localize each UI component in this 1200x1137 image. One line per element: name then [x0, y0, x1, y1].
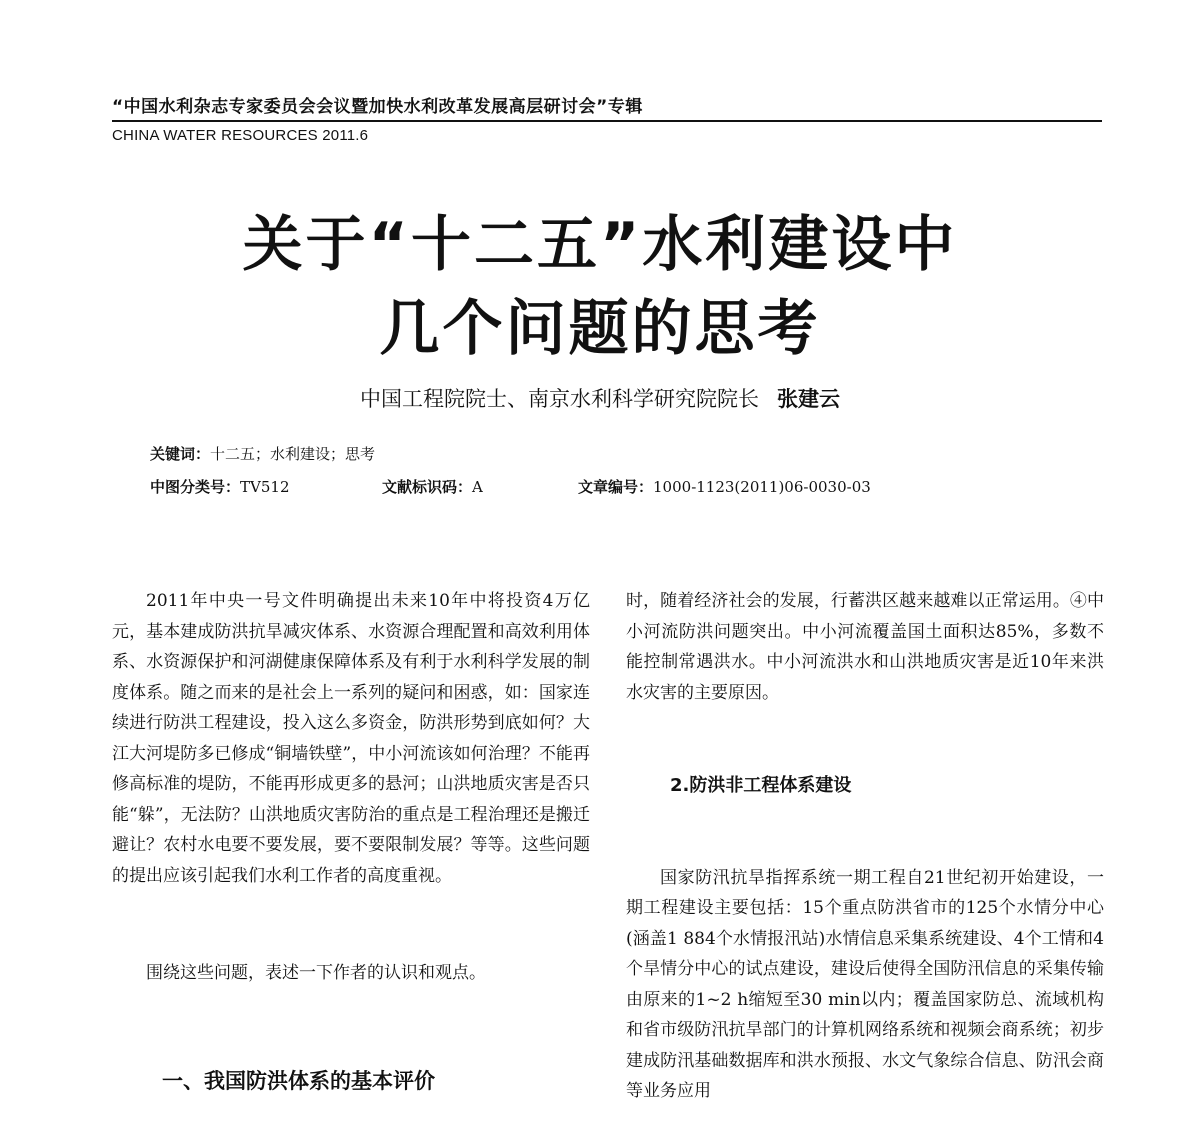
- keywords-value: 十二五；水利建设；思考: [210, 445, 376, 463]
- left-column: [112, 525, 590, 1127]
- article-label: 文章编号：: [578, 478, 654, 496]
- clc-code: [150, 476, 289, 497]
- journal-series-header: “中国水利杂志专家委员会会议暨加快水利改革发展高层研讨会”专辑: [112, 92, 1102, 122]
- article-number: [578, 476, 871, 497]
- article-value: 1000-1123(2011)06-0030-03: [653, 478, 871, 496]
- subsection-heading: 2.防洪非工程体系建设: [670, 775, 852, 796]
- journal-name-issue: CHINA WATER RESOURCES 2011.6: [112, 127, 369, 144]
- article-title-line1: 关于“十二五”水利建设中: [242, 210, 958, 280]
- doc-label: 文献标识码：: [382, 478, 473, 496]
- keywords-label: 关键词：: [150, 445, 211, 463]
- article-title-line2: 几个问题的思考: [379, 294, 821, 364]
- doc-code: [382, 476, 483, 497]
- body-paragraph: 2011年中央一号文件明确提出未来10年中将投资4万亿元，基本建成防洪抗旱减灾体系、水资源合理配置和高效利用体系、水资源保护和河湖健康保障体系及有利于水利科学发展的制度体系。随之而来的是社会上一系列的疑问和困惑，如：国家连续进行防洪工程建设，投入这么多资金，防洪形势到底如何？大江大河堤防多已修成“铜墙铁壁”，中小河流该如何治理？不能再修高标准的堤防，不能再形成更多的悬河；山洪地质灾害是否只能“躲”，无法防？山洪地质灾害防治的重点是工程治理还是搬迁避让？农村水电要不要发展，要不要限制发展？等等。这些问题的提出应该引起我们水利工作者的高度重视。: [112, 591, 590, 886]
- author-line: [0, 383, 1200, 413]
- doc-value: A: [472, 478, 483, 496]
- keywords-line: [150, 443, 375, 464]
- body-paragraph: 国家防汛抗旱指挥系统一期工程自21世纪初开始建设，一期工程建设主要包括：15个重点防洪省市的125个水情分中心(涵盖1 884个水情报汛站)水情信息采集系统建设、4个工情和4个旱情分中心的试点建设，建设后使得全国防汛信息的采集传输由原来的1~2 h缩短至30 min以内；覆盖国家防总、流域机构和省市级防汛抗旱部门的计算机网络系统和视频会商系统；初步建成防汛基础数据库和洪水预报、水文气象综合信息、防汛会商等业务应用: [626, 867, 1104, 1101]
- right-column: [626, 525, 1104, 1137]
- clc-label: 中图分类号：: [150, 478, 241, 496]
- author-name: 张建云: [777, 387, 840, 411]
- section-heading: 一、我国防洪体系的基本评价: [162, 1068, 435, 1093]
- clc-value: TV512: [240, 478, 290, 496]
- body-paragraph: 围绕这些问题，表述一下作者的认识和观点。: [146, 963, 486, 983]
- author-affiliation: 中国工程院院士、南京水利科学研究院院长: [360, 387, 759, 411]
- body-paragraph: 时，随着经济社会的发展，行蓄洪区越来越难以正常运用。④中小河流防洪问题突出。中小河流覆盖国土面积达85%，多数不能控制常遇洪水。中小河流洪水和山洪地质灾害是近10年来洪水灾害的主要原因。: [626, 591, 1104, 703]
